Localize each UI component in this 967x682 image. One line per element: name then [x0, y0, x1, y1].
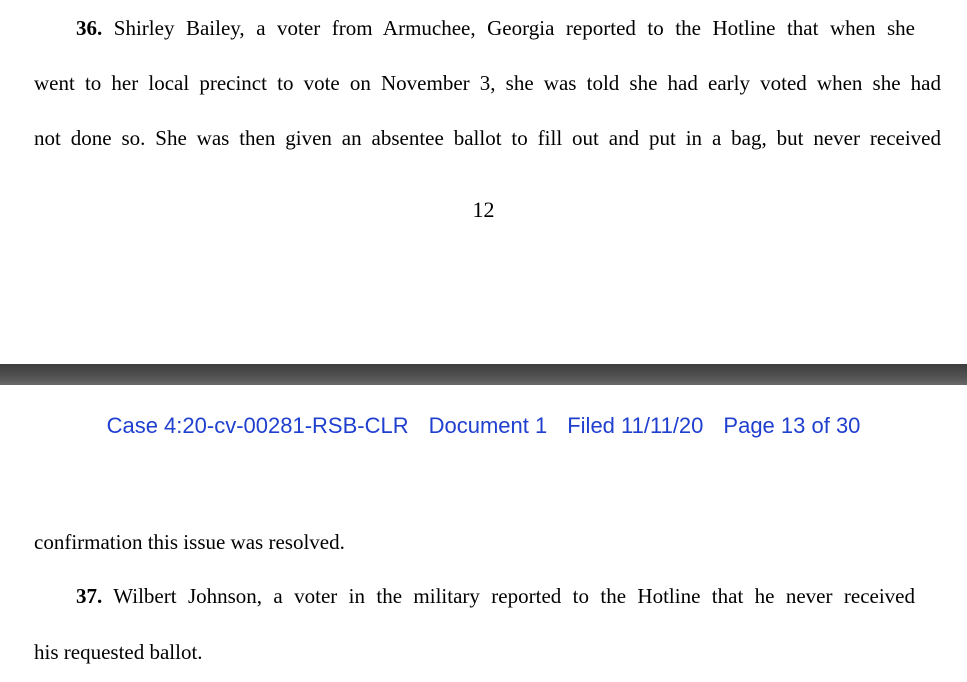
page-number: 12: [472, 197, 495, 222]
paragraph-36-line-1: [76, 16, 915, 40]
paragraph-37-text-line-1: Wilbert Johnson, a voter in the military reported to the Hotline that he never received: [113, 584, 915, 608]
paragraph-37-line-1: [76, 584, 915, 608]
document-number: Document 1: [428, 413, 548, 438]
paragraph-37-number: 37.: [76, 584, 103, 608]
filed-date: Filed 11/11/20: [567, 413, 704, 438]
paragraph-36-line-2: went to her local precinct to vote on November 3, she was told she had early voted when she had: [34, 71, 941, 95]
paragraph-36-continuation: confirmation this issue was resolved.: [34, 530, 345, 554]
paragraph-37-line-2: his requested ballot.: [34, 640, 203, 664]
page-separator: [0, 364, 967, 385]
case-number: Case 4:20-cv-00281-RSB-CLR: [106, 413, 409, 438]
paragraph-36-text-line-1: Shirley Bailey, a voter from Armuchee, Georgia reported to the Hotline that when she: [113, 16, 915, 40]
page-count: Page 13 of 30: [723, 413, 861, 438]
paragraph-36-number: 36.: [76, 16, 103, 40]
paragraph-36-line-3: not done so. She was then given an absentee ballot to fill out and put in a bag, but never received: [34, 126, 941, 150]
case-header-stamp: [0, 413, 967, 439]
